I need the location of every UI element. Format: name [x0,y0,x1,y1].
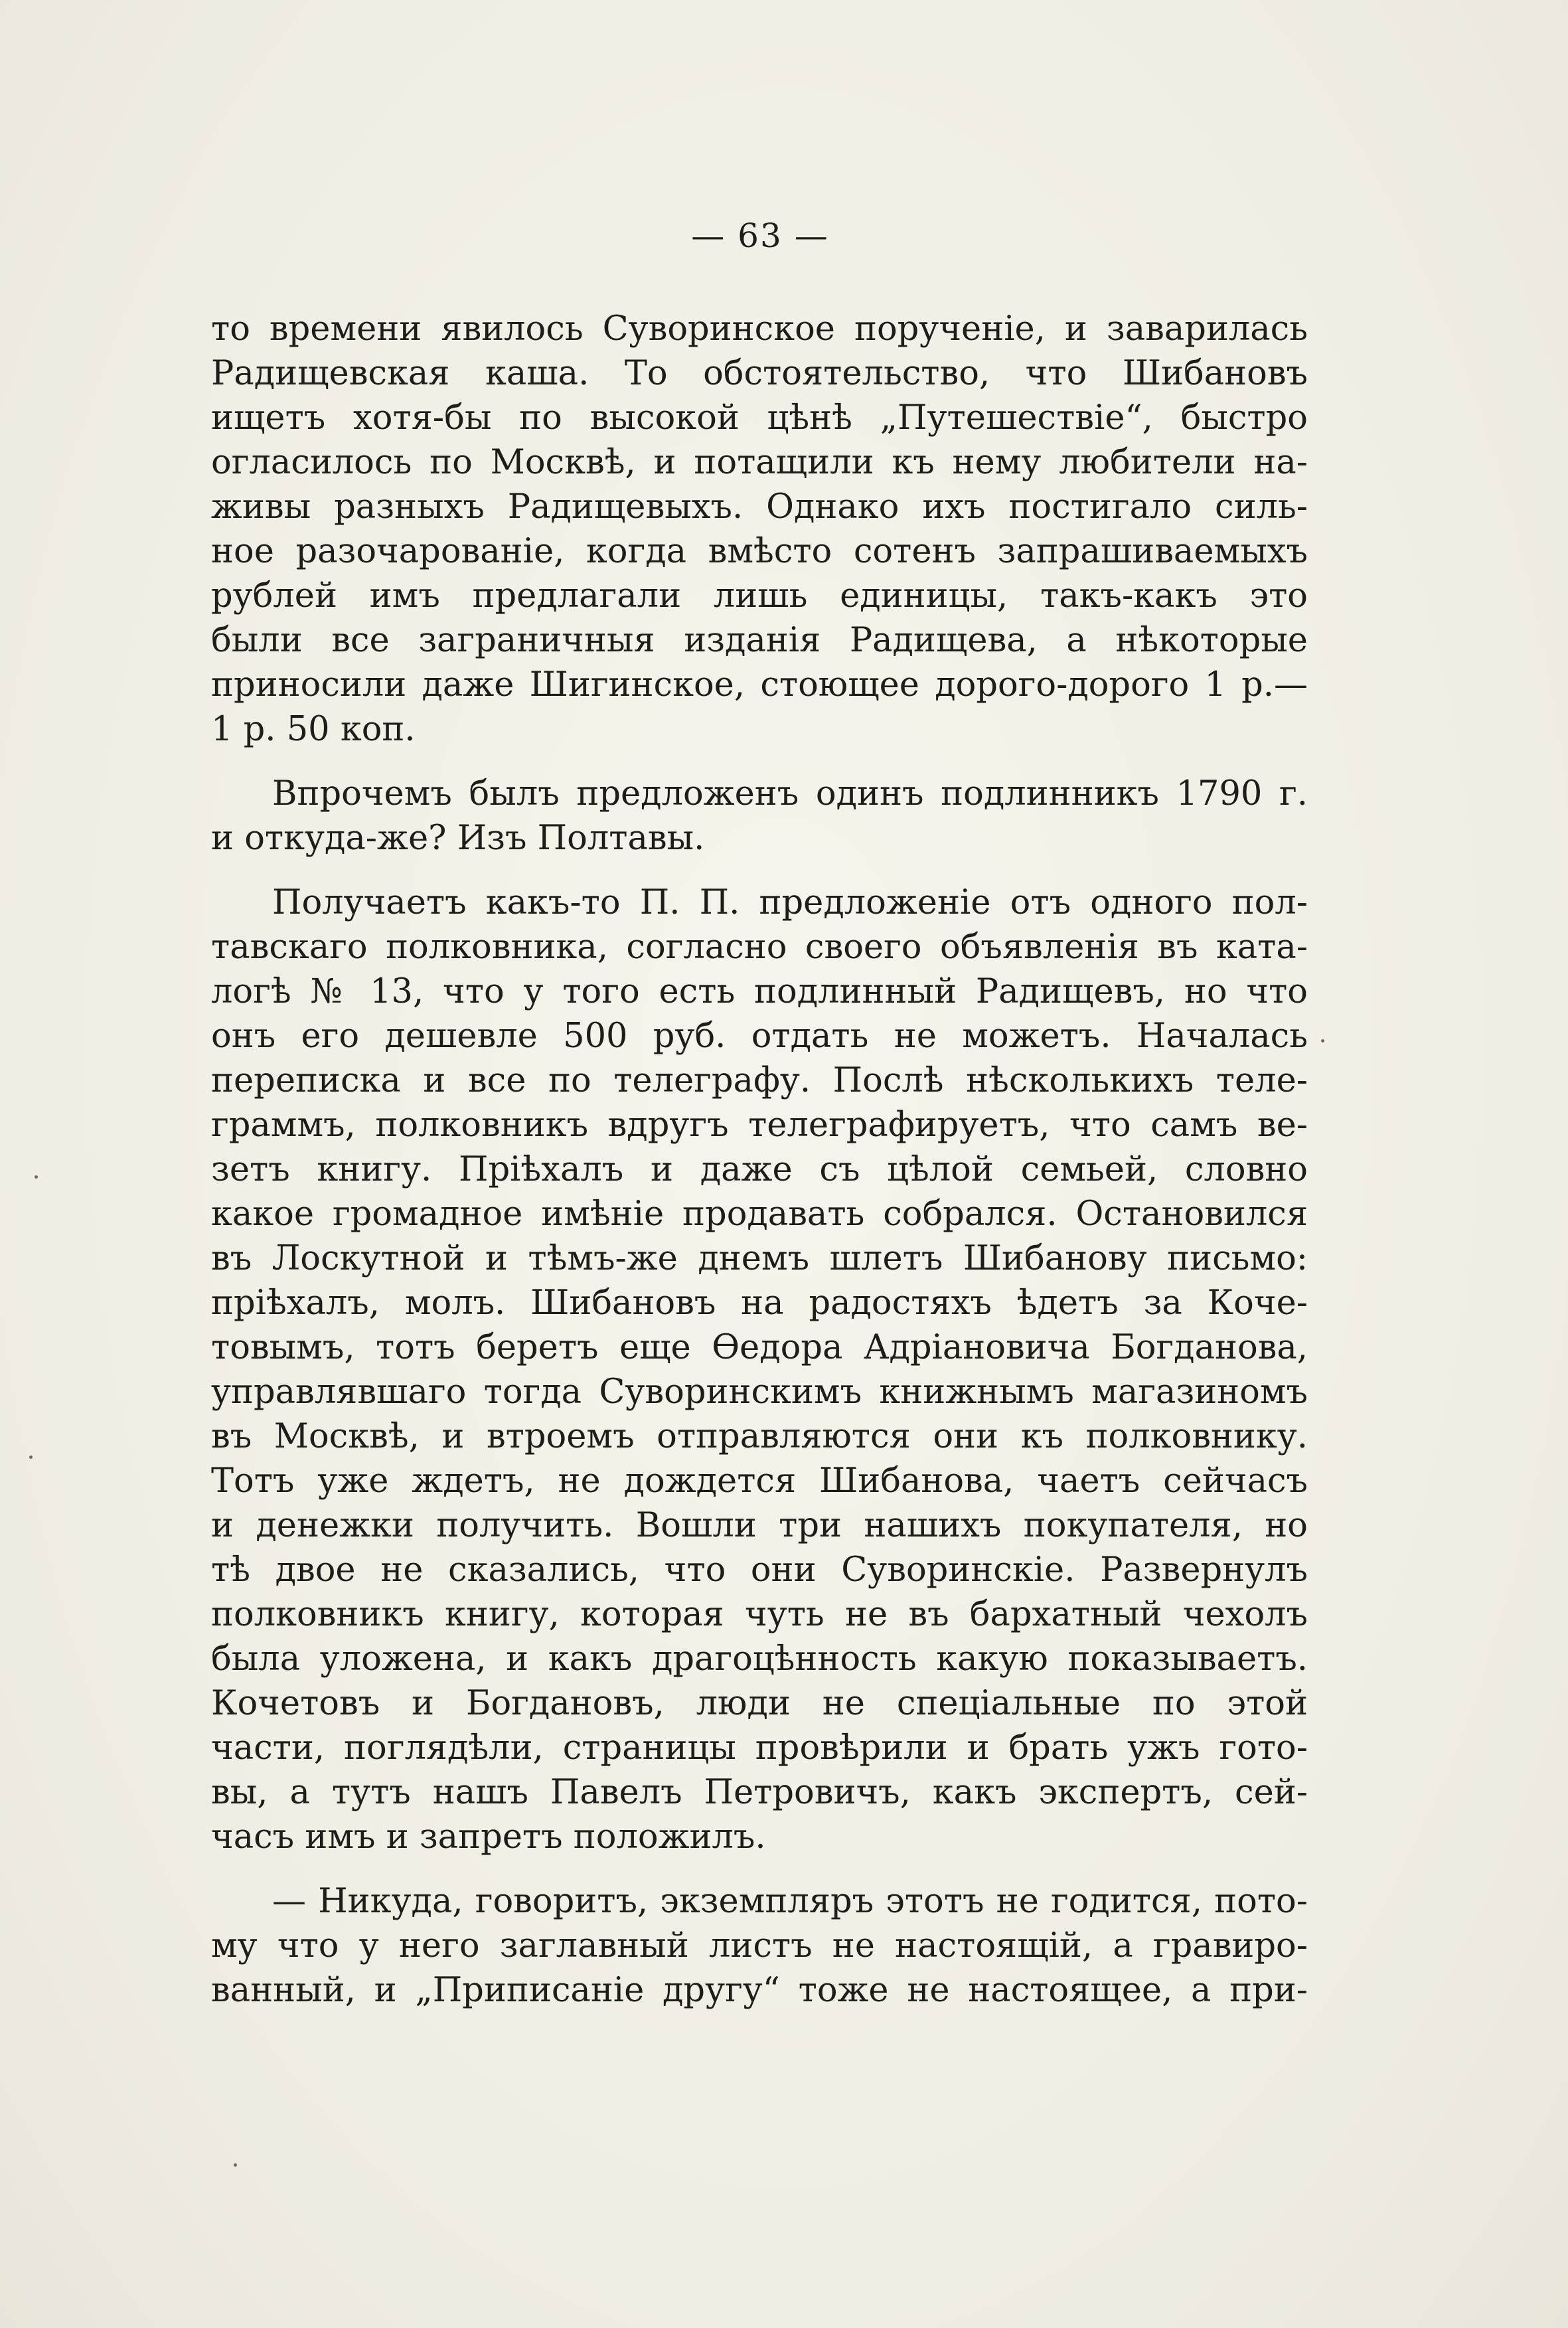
text-line: ванный, и „Приписаніе другу“ тоже не настоящее, а при- [211,1971,1308,2010]
text-line: полковникъ книгу, которая чуть не въ бархатный чехолъ [211,1595,1308,1634]
text-line: переписка и все по телеграфу. Послѣ нѣсколькихъ теле- [211,1061,1308,1100]
text-line: и откуда-же? Изъ Полтавы. [211,819,705,858]
paragraph-gap [211,752,1308,772]
text-line: — Никуда, говоритъ, экземпляръ этотъ не годится, пото- [272,1882,1308,1921]
text-line: граммъ, полковникъ вдругъ телеграфируетъ, что самъ ве- [211,1106,1308,1145]
ink-speck [234,2163,237,2167]
text-line: приносили даже Шигинское, стоющее дорого-дорого 1 р.— [211,665,1308,705]
ink-speck [29,1455,33,1459]
text-line: въ Москвѣ, и втроемъ отправляются они къ полковнику. [211,1417,1308,1456]
text-line: Впрочемъ былъ предложенъ одинъ подлинникъ 1790 г. [272,774,1308,813]
body-text [211,307,1308,2013]
text-line: часъ имъ и запретъ положилъ. [211,1817,766,1857]
paragraph-gap [211,1859,1308,1879]
text-line: и денежки получить. Вошли три нашихъ покупателя, но [211,1506,1308,1545]
text-line: части, поглядѣли, страницы провѣрили и брать ужъ гото- [211,1728,1308,1768]
text-line: логѣ № 13, что у того есть подлинный Радищевъ, но что [211,972,1308,1011]
paragraph-gap [211,861,1308,880]
text-line: тѣ двое не сказались, что они Суворинскіе. Развернулъ [211,1550,1308,1590]
paragraph [211,772,1308,861]
text-line: тавскаго полковника, согласно своего объявленія въ ката- [211,928,1308,967]
text-line: Тотъ уже ждетъ, не дождется Шибанова, чаетъ сейчасъ [211,1461,1308,1501]
text-line: Радищевская каша. То обстоятельство, что Шибановъ [211,354,1308,393]
text-line: огласилось по Москвѣ, и потащили къ нему любители на- [211,443,1308,482]
text-line: управлявшаго тогда Суворинскимъ книжнымъ магазиномъ [211,1372,1308,1412]
text-line: зетъ книгу. Пріѣхалъ и даже съ цѣлой семьей, словно [211,1150,1308,1189]
text-line: были все заграничныя изданія Радищева, а нѣкоторые [211,621,1308,660]
text-line: вы, а тутъ нашъ Павелъ Петровичъ, какъ экспертъ, сей- [211,1773,1308,1812]
text-line: пріѣхалъ, молъ. Шибановъ на радостяхъ ѣдетъ за Коче- [211,1284,1308,1323]
text-line: 1 р. 50 коп. [211,710,416,749]
text-line: Кочетовъ и Богдановъ, люди не спеціальные по этой [211,1684,1308,1723]
text-line: живы разныхъ Радищевыхъ. Однако ихъ постигало силь- [211,487,1308,527]
text-line: была уложена, и какъ драгоцѣнность какую показываетъ. [211,1639,1308,1679]
paragraph [211,1879,1308,2013]
text-line: ное разочарованіе, когда вмѣсто сотенъ запрашиваемыхъ [211,532,1308,571]
text-line: ищетъ хотя-бы по высокой цѣнѣ „Путешествіе“, быстро [211,398,1308,438]
text-line: онъ его дешевле 500 руб. отдать не можетъ. Началась [211,1017,1308,1056]
text-line: товымъ, тотъ беретъ еще Ѳедора Адріановича Богданова, [211,1328,1308,1367]
paragraph [211,880,1308,1859]
text-line: Получаетъ какъ-то П. П. предложеніе отъ одного пол- [272,883,1308,922]
ink-speck [1321,1039,1324,1042]
text-line: какое громадное имѣніе продавать собрался. Остановился [211,1195,1308,1234]
page-number: — 63 — [691,216,829,255]
paragraph [211,307,1308,752]
text-line: му что у него заглавный листъ не настоящій, а гравиро- [211,1926,1308,1965]
text-line: то времени явилось Суворинское порученіе, и заварилась [211,309,1308,349]
text-line: въ Лоскутной и тѣмъ-же днемъ шлетъ Шибанову письмо: [211,1239,1308,1278]
text-line: рублей имъ предлагали лишь единицы, такъ-какъ это [211,576,1308,616]
ink-speck [35,1175,38,1179]
